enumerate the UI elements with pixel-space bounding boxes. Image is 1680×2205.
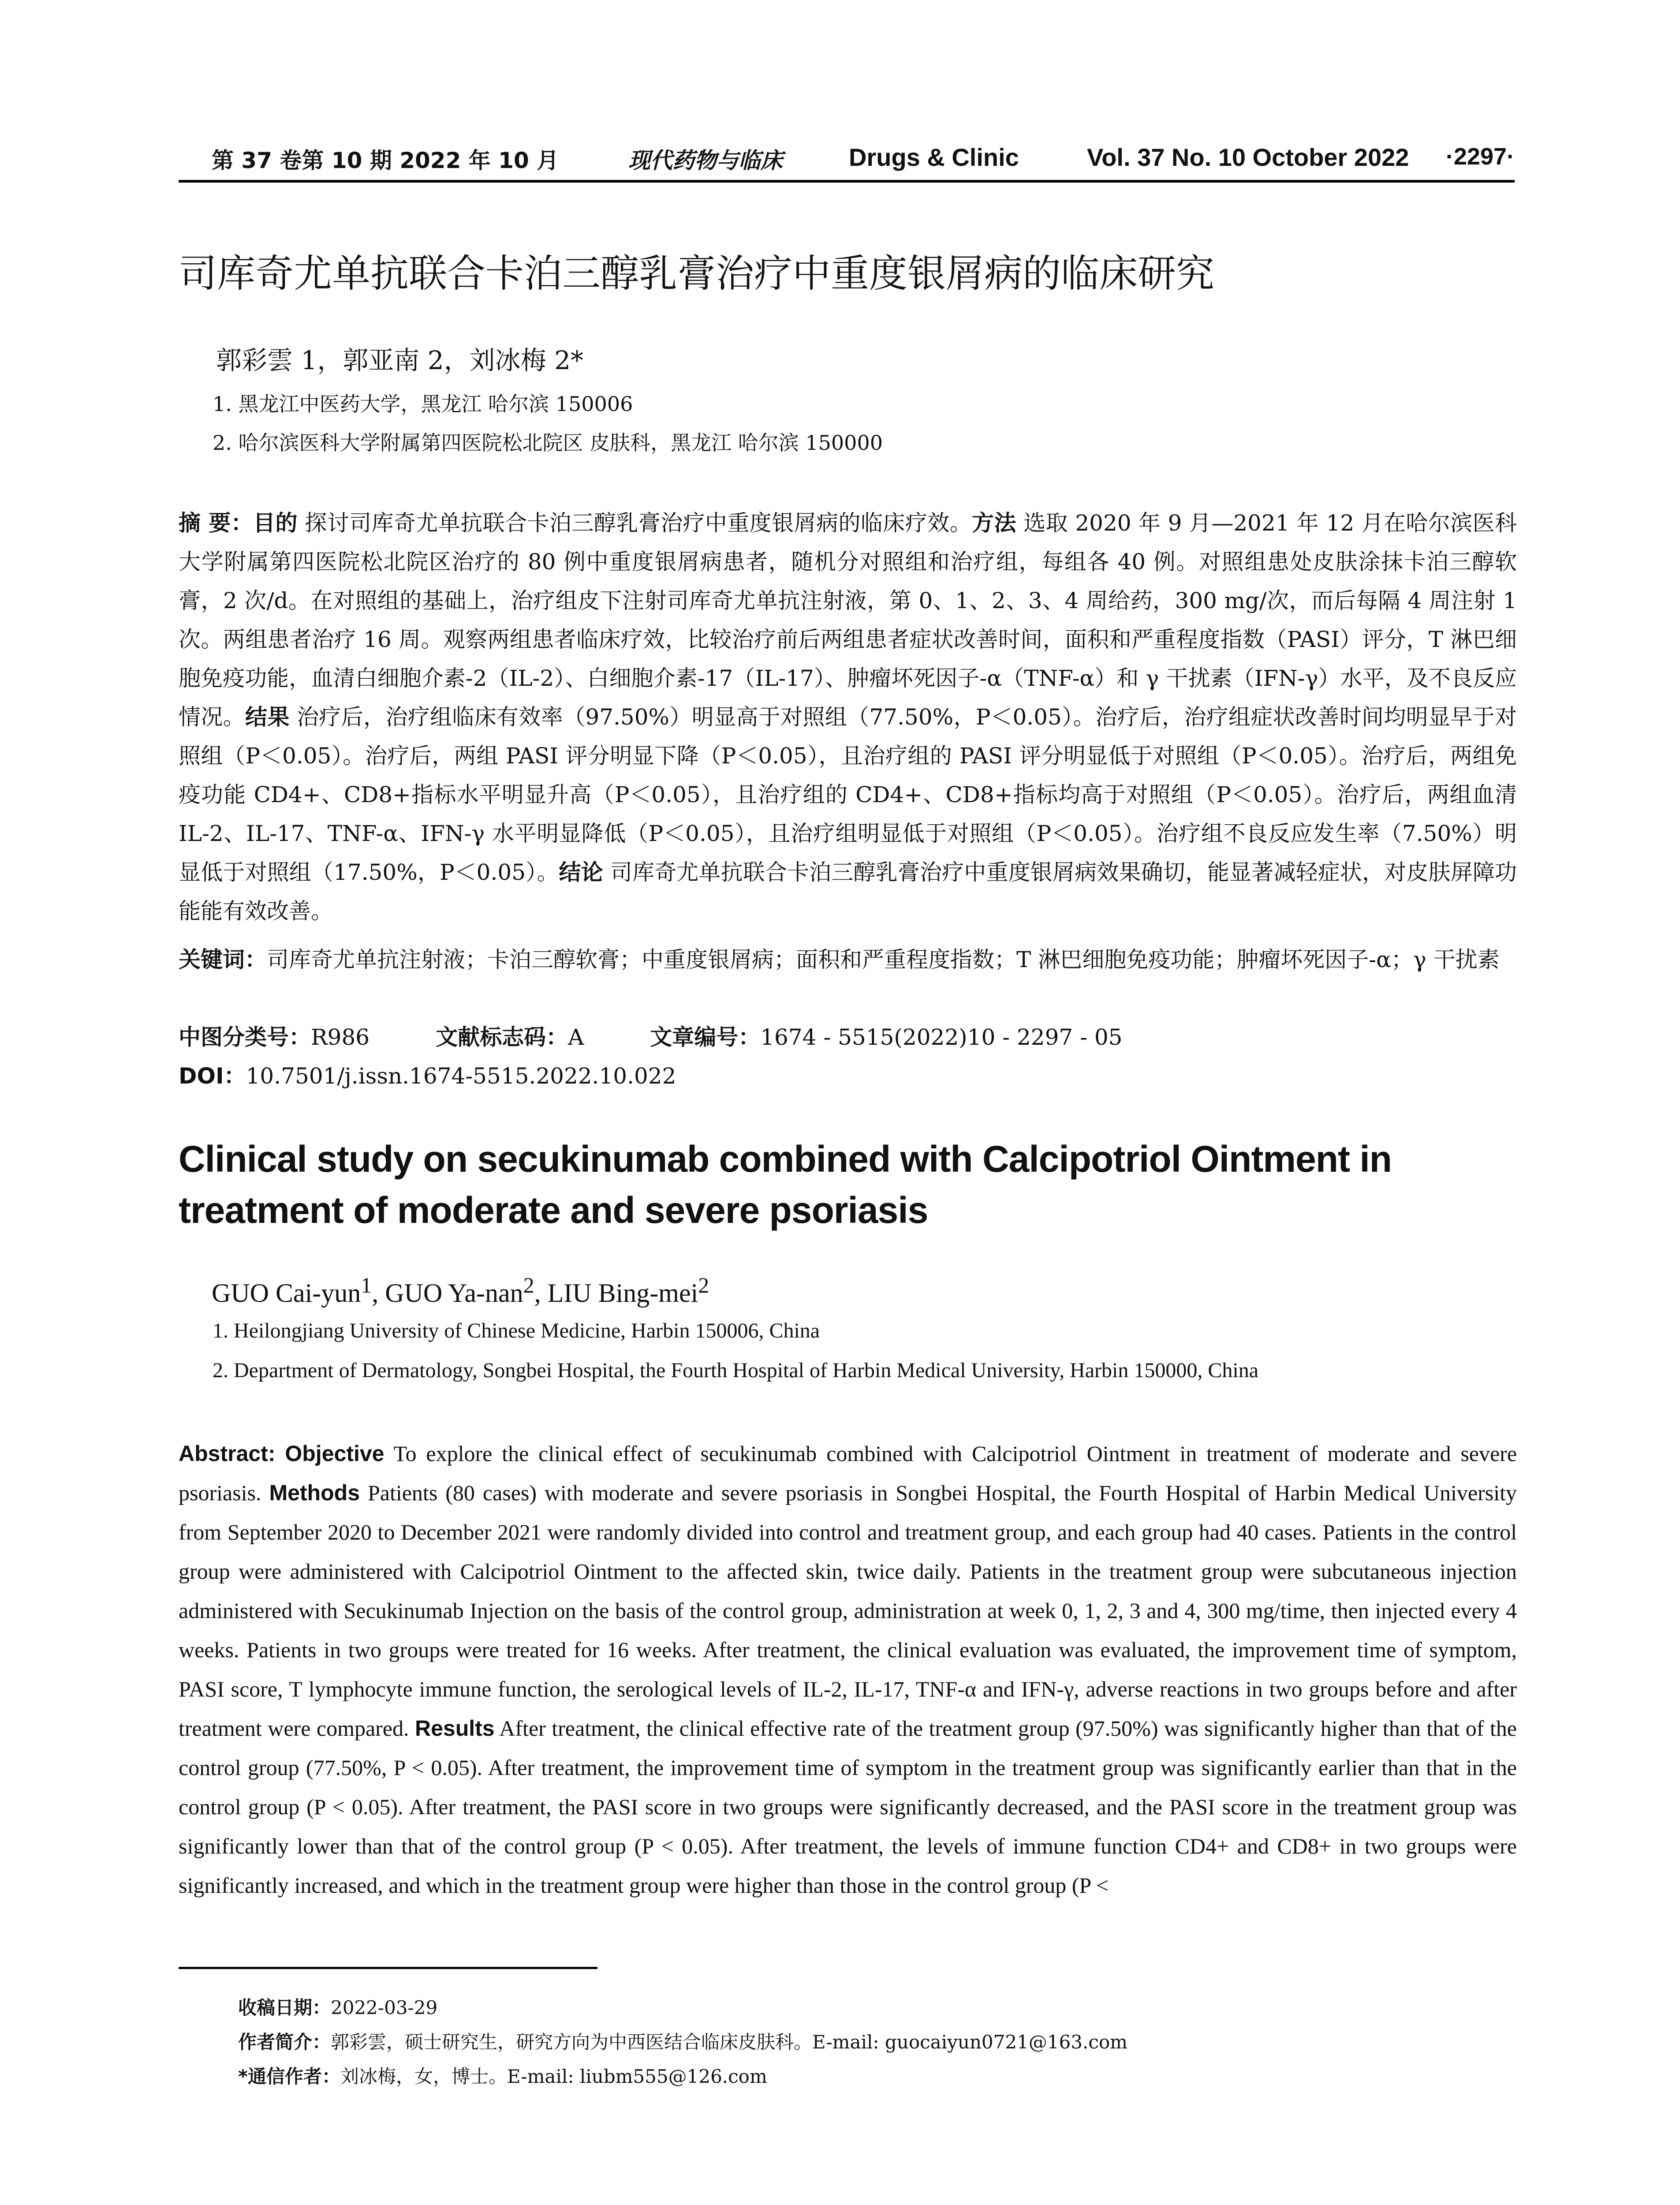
doc-code-value: A — [568, 1024, 584, 1050]
methods-label-cn: 方法 — [972, 510, 1016, 536]
conclusion-label-cn: 结论 — [559, 860, 603, 885]
results-text-en: After treatment, the clinical effective rate of the treatment group (97.50%) was significantly higher than that of the control group (77.50%, P < 0.05). After treatment, the improvement time of symptom in the treatment group was significantly earlier than that in the control group (P < 0.05). After treatment, the PASI score in two groups were significantly decreased, and the PASI score in the treatment group was significantly lower than that of the control group (P < 0.05). After treatment, the levels of immune function CD4+ and CD8+ in two groups were significantly increased, and which in the treatment group were higher than those in the control group (P < — [179, 1716, 1517, 1898]
header-volume-en: Vol. 37 No. 10 October 2022 — [1087, 143, 1409, 171]
header-journal-cn: 现代药物与临床 — [628, 147, 783, 173]
objective-label-cn: 目的 — [253, 510, 298, 536]
methods-text-cn: 选取 2020 年 9 月—2021 年 12 月在哈尔滨医科大学附属第四医院松北院区治疗的 80 例中重度银屑病患者，随机分对照组和治疗组，每组各 40 例。对照组患处皮肤涂抹卡泊三醇软膏，2 次/d。在对照组的基础上，治疗组皮下注射司库奇尤单抗注射液，第 0、1、2、3、4 周给药，300 mg/次，而后每隔 4 周注射 1 次。两组患者治疗 16 周。观察两组患者临床疗效，比较治疗前后两组患者症状改善时间，面积和严重程度指数（PASI）评分，T 淋巴细胞免疫功能，血清白细胞介素-2（IL-2）、白细胞介素-17（IL-17）、肿瘤坏死因子-α（TNF-α）和 γ 干扰素（IFN-γ）水平，及不良反应情况。 — [179, 510, 1517, 730]
clc-value: R986 — [311, 1024, 370, 1050]
author-en-2: , GUO Ya-nan — [372, 1278, 523, 1308]
methods-text-en: Patients (80 cases) with moderate and severe psoriasis in Songbei Hospital, the Fourth Hospital of Harbin Medical University from September 2020 to December 2021 were randomly divided into control and treatment group, and each group had 40 cases. Patients in the control group were administered with Calcipotriol Ointment to the affected skin, twice daily. Patients in the treatment group were subcutaneous injection administered with Secukinumab Injection on the basis of the control group, administration at week 0, 1, 2, 3 and 4, 300 mg/time, then injected every 4 weeks. Patients in two groups were treated for 16 weeks. After treatment, the clinical evaluation was evaluated, the improvement time of symptom, PASI score, T lymphocyte immune function, the serological levels of IL-2, IL-17, TNF-α and IFN-γ, adverse reactions in two groups before and after treatment were compared. — [179, 1480, 1517, 1741]
doc-code-label: 文献标志码： — [436, 1024, 568, 1050]
affiliation-en-2: 2. Department of Dermatology, Songbei Hospital, the Fourth Hospital of Harbin Medical University, Harbin 150000, China — [213, 1359, 1259, 1382]
results-label-cn: 结果 — [245, 704, 290, 730]
bio-text: 郭彩雲，硕士研究生，研究方向为中西医结合临床皮肤科。E-mail: guocaiyun0721@163.com — [331, 2031, 1127, 2053]
clc-label: 中图分类号： — [179, 1024, 311, 1050]
doi-label: DOI： — [179, 1063, 246, 1089]
title-cn: 司库奇尤单抗联合卡泊三醇乳膏治疗中重度银屑病的临床研究 — [179, 251, 1214, 296]
classification-row — [179, 1018, 1517, 1057]
received-date: 2022-03-29 — [331, 1997, 438, 2018]
objective-label-en: Objective — [285, 1441, 385, 1466]
author-en-3: , LIU Bing-mei — [534, 1278, 698, 1308]
affiliation-cn-1: 1. 黑龙江中医药大学，黑龙江 哈尔滨 150006 — [213, 392, 633, 416]
authors-cn: 郭彩雲 1，郭亚南 2，刘冰梅 2* — [216, 345, 584, 375]
affiliation-cn-2: 2. 哈尔滨医科大学附属第四医院松北院区 皮肤科，黑龙江 哈尔滨 150000 — [213, 431, 883, 455]
affiliation-en-1: 1. Heilongjiang University of Chinese Medicine, Harbin 150006, China — [213, 1319, 820, 1342]
results-label-en: Results — [414, 1716, 495, 1741]
footnote-divider — [179, 1967, 597, 1969]
abstract-en — [179, 1434, 1517, 1905]
author-en-3-affil: 2 — [698, 1273, 709, 1297]
methods-label-en: Methods — [269, 1480, 360, 1505]
bio-label: 作者简介： — [238, 2031, 331, 2053]
doi-link[interactable]: 10.7501/j.issn.1674-5515.2022.10.022 — [246, 1063, 676, 1089]
conclusion-text-cn: 司库奇尤单抗联合卡泊三醇乳膏治疗中重度银屑病效果确切，能显著减轻症状，对皮肤屏障功能能有效改善。 — [179, 860, 1517, 924]
article-no-label: 文章编号： — [650, 1024, 761, 1050]
doi-row — [179, 1057, 1517, 1095]
footnote-corresponding-author — [238, 2062, 767, 2089]
title-en: Clinical study on secukinumab combined with Calcipotriol Ointment in treatment of moderate and severe psoriasis — [179, 1138, 1392, 1231]
abstract-cn-label: 摘 要： — [179, 510, 254, 536]
objective-text-cn: 探讨司库奇尤单抗联合卡泊三醇乳膏治疗中重度银屑病的临床疗效。 — [297, 510, 972, 536]
corr-label: *通信作者： — [238, 2066, 340, 2087]
header-volume-cn: 第 37 卷第 10 期 2022 年 10 月 — [212, 148, 559, 173]
abstract-cn — [179, 504, 1517, 931]
author-en-1: GUO Cai-yun — [212, 1278, 361, 1308]
running-header — [179, 140, 1515, 183]
received-label: 收稿日期： — [238, 1997, 331, 2018]
header-journal-en: Drugs & Clinic — [849, 143, 1019, 171]
corr-text: 刘冰梅，女，博士。E-mail: liubm555@126.com — [340, 2066, 767, 2087]
footnote-author-bio — [238, 2028, 1127, 2054]
author-en-1-affil: 1 — [361, 1273, 372, 1297]
results-text-cn: 治疗后，治疗组临床有效率（97.50%）明显高于对照组（77.50%，P＜0.05）。治疗后，治疗组症状改善时间均明显早于对照组（P＜0.05）。治疗后，两组 PASI 评分明显下降（P＜0.05），且治疗组的 PASI 评分明显低于对照组（P＜0.05）。治疗后，两组免疫功能 CD4+、CD8+指标水平明显升高（P＜0.05），且治疗组的 CD4+、CD8+指标均高于对照组（P＜0.05）。治疗后，两组血清 IL-2、IL-17、TNF-α、IFN-γ 水平明显降低（P＜0.05），且治疗组明显低于对照组（P＜0.05）。治疗组不良反应发生率（7.50%）明显低于对照组（17.50%，P＜0.05）。 — [179, 704, 1517, 885]
header-page-number: ·2297· — [1445, 143, 1515, 170]
author-en-2-affil: 2 — [523, 1273, 534, 1297]
abstract-en-label: Abstract: — [179, 1441, 276, 1466]
objective-text-en: To explore the clinical effect of secukinumab combined with Calcipotriol Ointment in treatment of moderate and severe psoriasis. — [179, 1441, 1517, 1505]
article-no-value: 1674 - 5515(2022)10 - 2297 - 05 — [760, 1024, 1123, 1050]
keywords-label-cn: 关键词： — [179, 947, 267, 972]
keywords-cn — [179, 940, 1517, 979]
authors-en — [212, 1272, 709, 1308]
keywords-text-cn: 司库奇尤单抗注射液；卡泊三醇软膏；中重度银屑病；面积和严重程度指数；T 淋巴细胞免疫功能；肿瘤坏死因子-α；γ 干扰素 — [267, 947, 1500, 972]
footnote-received — [238, 1993, 437, 2020]
